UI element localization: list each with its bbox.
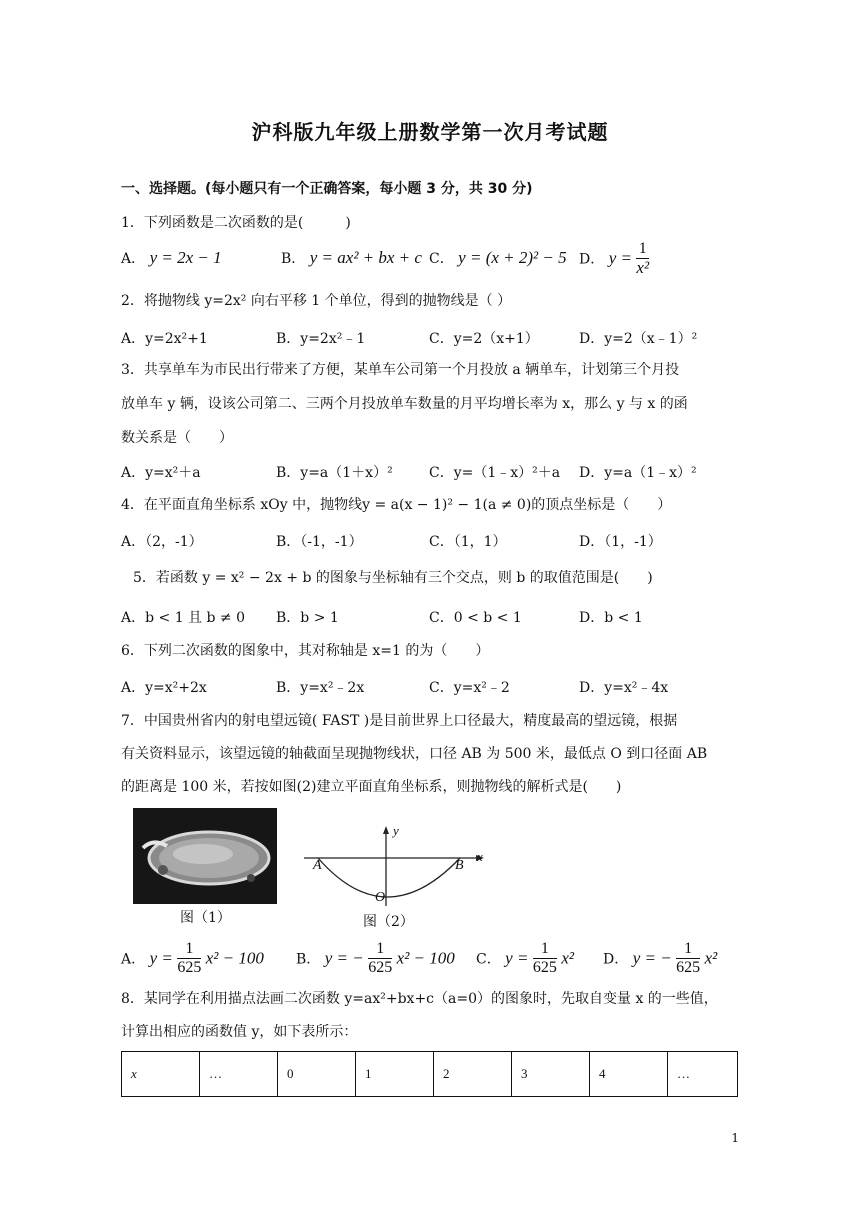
q4-option-a: A．（2，-1） — [121, 534, 203, 550]
q8-line-2: 计算出相应的函数值 y，如下表所示： — [121, 1024, 358, 1040]
q4-option-c: C．（1，1） — [429, 534, 507, 550]
point-a-label: A — [313, 858, 322, 873]
q1-d-fraction: $\frac{1}{\text{x²}}$ — [636, 240, 650, 277]
q7-a-fraction: $\frac{1}{625}$ — [177, 940, 202, 976]
table-cell: 4 — [590, 1052, 668, 1097]
point-o-label: O — [375, 890, 386, 905]
q1-c-label: C． — [429, 251, 454, 267]
q5-option-c: C．0 < b < 1 — [429, 610, 522, 626]
q7-a-lhs: y = — [149, 948, 173, 968]
q7-b-rhs: x² − 100 — [396, 948, 455, 968]
values-table — [121, 1051, 738, 1097]
q5-option-a: A．b < 1 且 b ≠ 0 — [121, 610, 246, 626]
q1-option-c — [429, 248, 567, 268]
q4-stem: 4．在平面直角坐标系 xOy 中，抛物线y = a(x − 1)² − 1(a ≠ 0)的顶点坐标是（ ） — [121, 497, 672, 513]
table-cell: x — [122, 1052, 200, 1097]
q8-line-1: 8．某同学在利用描点法画二次函数 y=ax²+bx+c（a=0）的图象时，先取自变量 x 的一些值， — [121, 991, 718, 1007]
q3-line-2: 放单车 y 辆，设该公司第二、三两个月投放单车数量的月平均增长率为 x，那么 y 与 x 的函 — [121, 396, 688, 412]
q4-option-d: D．（1，-1） — [579, 534, 662, 550]
table-cell: … — [668, 1052, 738, 1097]
q1-d-lhs: y = — [608, 248, 632, 268]
q2-option-c: C．y=2（x+1） — [429, 331, 539, 347]
table-row — [122, 1052, 738, 1097]
q7-c-rhs: x² — [561, 948, 575, 968]
q7-d-label: D． — [603, 951, 629, 968]
q4-option-b: B．（-1，-1） — [276, 534, 363, 550]
q1-option-b — [281, 248, 422, 268]
q7-c-fraction: $\frac{1}{625}$ — [532, 940, 557, 976]
q5-option-d: D．b < 1 — [579, 610, 643, 626]
q7-c-label: C． — [476, 951, 501, 968]
q3-line-1: 3．共享单车为市民出行带来了方便，某单车公司第一个月投放 a 辆单车，计划第三个月投 — [121, 362, 680, 378]
q1-stem: 1．下列函数是二次函数的是( ) — [121, 215, 351, 231]
q5-option-b: B．b > 1 — [276, 610, 339, 626]
q7-d-lhs: y = − — [632, 948, 672, 968]
telescope-dish-image — [133, 808, 277, 904]
figure-1-caption: 图（1） — [180, 910, 231, 926]
q6-option-c: C．y=x²﹣2 — [429, 680, 510, 696]
q1-a-expr: y = 2x − 1 — [149, 248, 222, 267]
q2-stem: 2．将抛物线 y=2x² 向右平移 1 个单位，得到的抛物线是（ ） — [121, 293, 512, 309]
q3-option-d: D．y=a（1﹣x）² — [579, 465, 697, 481]
q7-option-d — [603, 940, 717, 977]
q3-option-c: C．y=（1﹣x）²＋a — [429, 465, 561, 481]
q7-c-lhs: y = — [505, 948, 529, 968]
q7-line-1: 7．中国贵州省内的射电望远镜( FAST )是目前世界上口径最大，精度最高的望远镜，根据 — [121, 713, 678, 729]
table-cell: 1 — [356, 1052, 434, 1097]
q7-option-c — [476, 940, 574, 977]
q1-c-expr: y = (x + 2)² − 5 — [458, 248, 567, 267]
q6-option-d: D．y=x²﹣4x — [579, 680, 669, 696]
page-number: 1 — [731, 1131, 739, 1145]
q7-option-a — [121, 940, 264, 977]
q3-option-a: A．y=x²＋a — [121, 465, 201, 481]
page-title: 沪科版九年级上册数学第一次月考试题 — [251, 120, 609, 144]
q7-a-label: A． — [121, 951, 146, 968]
q7-option-b — [296, 940, 455, 977]
telescope-photo — [133, 808, 277, 904]
q7-d-rhs: x² — [704, 948, 718, 968]
q1-b-expr: y = ax² + bx + c — [309, 248, 422, 267]
q7-a-rhs: x² − 100 — [205, 948, 264, 968]
parabola-diagram — [300, 820, 500, 910]
q7-line-3: 的距离是 100 米，若按如图(2)建立平面直角坐标系，则抛物线的解析式是( ) — [121, 779, 622, 795]
q7-b-lhs: y = − — [324, 948, 364, 968]
point-b-label: B — [455, 858, 464, 873]
q7-d-fraction: $\frac{1}{625}$ — [676, 940, 701, 976]
q2-option-b: B．y=2x²﹣1 — [276, 331, 366, 347]
figure-2-caption: 图（2） — [363, 914, 414, 930]
q1-d-label: D． — [579, 251, 605, 268]
q5-stem: 5．若函数 y = x² − 2x + b 的图象与坐标轴有三个交点，则 b 的取值范围是( ) — [133, 570, 653, 586]
q6-option-b: B．y=x²﹣2x — [276, 680, 365, 696]
q6-option-a: A．y=x²+2x — [121, 680, 207, 696]
q3-line-3: 数关系是（ ） — [121, 430, 233, 446]
x-axis-label: x — [477, 849, 483, 864]
q2-option-d: D．y=2（x﹣1）² — [579, 331, 698, 347]
y-axis-label: y — [393, 823, 399, 838]
q2-option-a: A．y=2x²+1 — [121, 331, 208, 347]
q7-line-2: 有关资料显示，该望远镜的轴截面呈现抛物线状，口径 AB 为 500 米，最低点 O 到口径面 AB — [121, 746, 708, 762]
q7-b-label: B． — [296, 951, 321, 968]
table-cell: 3 — [512, 1052, 590, 1097]
q1-option-d — [579, 240, 649, 277]
q1-b-label: B． — [281, 251, 306, 267]
section-heading: 一、选择题。(每小题只有一个正确答案，每小题 3 分，共 30 分) — [121, 181, 533, 197]
q7-b-fraction: $\frac{1}{625}$ — [368, 940, 393, 976]
q3-option-b: B．y=a（1＋x）² — [276, 465, 393, 481]
table-cell: … — [200, 1052, 278, 1097]
q1-option-a — [121, 248, 222, 268]
q6-stem: 6．下列二次函数的图象中，其对称轴是 x=1 的为（ ） — [121, 643, 490, 659]
table-cell: 2 — [434, 1052, 512, 1097]
q1-a-label: A． — [121, 251, 146, 267]
table-cell: 0 — [278, 1052, 356, 1097]
